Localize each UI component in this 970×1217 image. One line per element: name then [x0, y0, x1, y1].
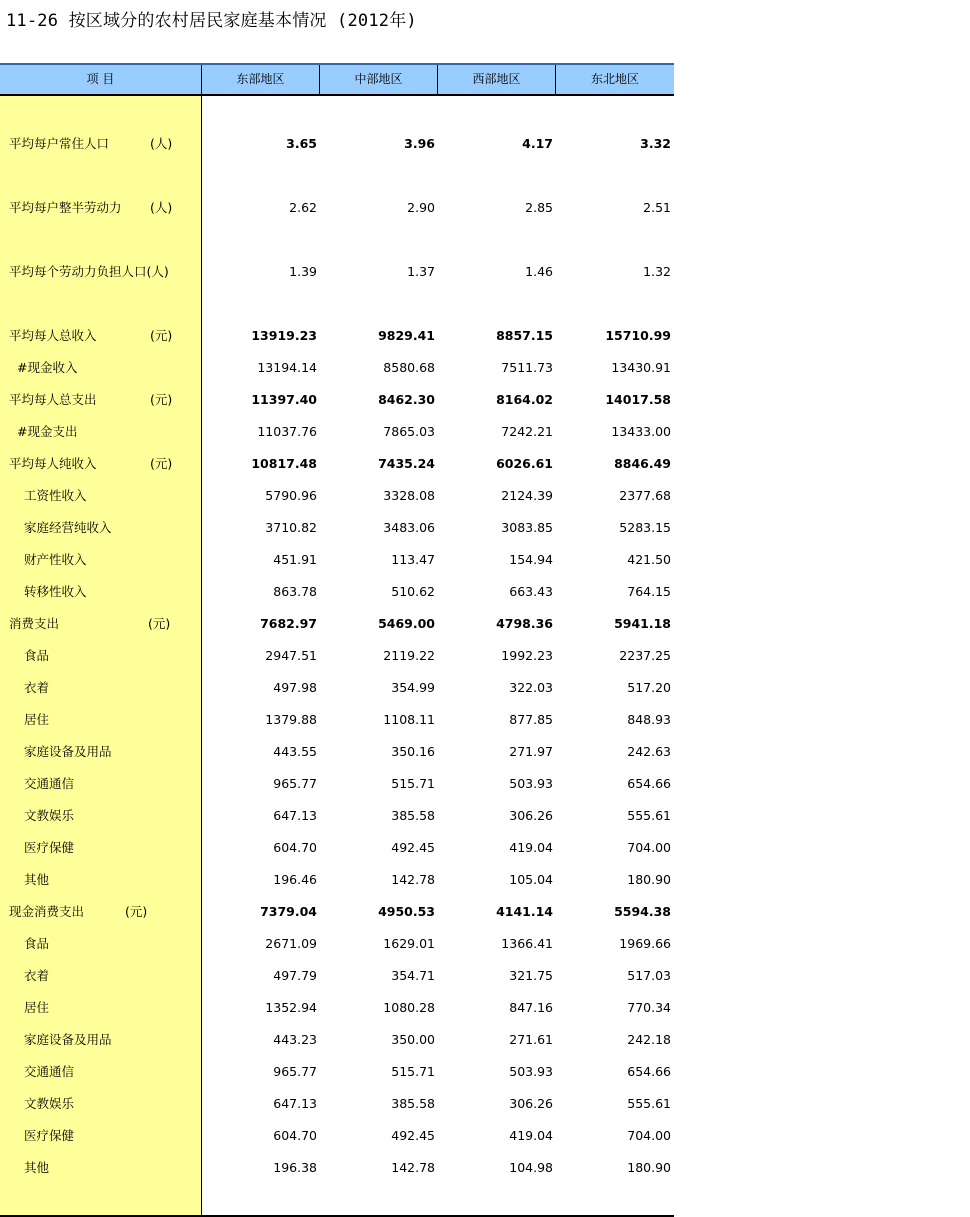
- cell-central: 515.71: [391, 1064, 435, 1079]
- table-row: [0, 454, 674, 474]
- row-label: 工资性收入: [24, 488, 87, 503]
- row-label: 其他: [24, 872, 50, 887]
- cell-central: 4950.53: [378, 904, 435, 919]
- cell-east: 2.62: [289, 200, 317, 215]
- table-row: [0, 934, 674, 954]
- cell-northeast: 242.18: [627, 1032, 671, 1047]
- cell-east: 1379.88: [265, 712, 317, 727]
- row-label: 家庭设备及用品: [24, 744, 112, 759]
- cell-west: 4141.14: [496, 904, 553, 919]
- header-west: 西部地区: [437, 65, 555, 94]
- cell-central: 350.00: [391, 1032, 435, 1047]
- row-unit: (元): [150, 456, 173, 471]
- cell-east: 443.23: [273, 1032, 317, 1047]
- cell-east: 647.13: [273, 1096, 317, 1111]
- cell-west: 2.85: [525, 200, 553, 215]
- cell-west: 1992.23: [501, 648, 553, 663]
- cell-west: 271.61: [509, 1032, 553, 1047]
- cell-east: 7379.04: [260, 904, 317, 919]
- header-item: 项 目: [86, 72, 115, 86]
- table-row: [0, 326, 674, 346]
- cell-central: 2119.22: [383, 648, 435, 663]
- cell-east: 11037.76: [257, 424, 317, 439]
- cell-central: 3328.08: [383, 488, 435, 503]
- table-row: [0, 774, 674, 794]
- cell-northeast: 5941.18: [614, 616, 671, 631]
- cell-northeast: 2377.68: [619, 488, 671, 503]
- cell-east: 647.13: [273, 808, 317, 823]
- cell-west: 322.03: [509, 680, 553, 695]
- cell-east: 10817.48: [251, 456, 317, 471]
- cell-central: 1108.11: [383, 712, 435, 727]
- row-label: 衣着: [24, 968, 50, 983]
- row-unit: (人): [150, 136, 173, 151]
- cell-central: 3483.06: [383, 520, 435, 535]
- table-row: [0, 1062, 674, 1082]
- cell-central: 350.16: [391, 744, 435, 759]
- cell-east: 1.39: [289, 264, 317, 279]
- cell-west: 3083.85: [501, 520, 553, 535]
- row-label: #现金支出: [17, 424, 78, 439]
- row-label: 家庭经营纯收入: [24, 520, 112, 535]
- cell-northeast: 1.32: [643, 264, 671, 279]
- row-label: 交通通信: [24, 1064, 75, 1079]
- table-row: [0, 486, 674, 506]
- cell-northeast: 421.50: [627, 552, 671, 567]
- cell-west: 271.97: [509, 744, 553, 759]
- cell-east: 965.77: [273, 1064, 317, 1079]
- cell-central: 8580.68: [383, 360, 435, 375]
- cell-northeast: 1969.66: [619, 936, 671, 951]
- cell-west: 306.26: [509, 1096, 553, 1111]
- cell-northeast: 15710.99: [605, 328, 671, 343]
- table-row: [0, 518, 674, 538]
- row-label: 平均每户常住人口: [9, 136, 110, 151]
- cell-east: 3710.82: [265, 520, 317, 535]
- cell-west: 503.93: [509, 1064, 553, 1079]
- table-row: [0, 134, 674, 154]
- cell-central: 9829.41: [378, 328, 435, 343]
- row-label: 食品: [24, 936, 50, 951]
- cell-west: 4798.36: [496, 616, 553, 631]
- cell-central: 385.58: [391, 808, 435, 823]
- cell-west: 7242.21: [501, 424, 553, 439]
- cell-central: 385.58: [391, 1096, 435, 1111]
- table-row: [0, 646, 674, 666]
- cell-west: 419.04: [509, 1128, 553, 1143]
- row-unit: (元): [125, 904, 148, 919]
- row-label: 转移性收入: [24, 584, 87, 599]
- cell-central: 3.96: [404, 136, 435, 151]
- row-unit: (元): [150, 392, 173, 407]
- cell-east: 5790.96: [265, 488, 317, 503]
- cell-central: 492.45: [391, 1128, 435, 1143]
- cell-northeast: 764.15: [627, 584, 671, 599]
- cell-central: 492.45: [391, 840, 435, 855]
- row-label: 平均每户整半劳动力: [9, 200, 122, 215]
- cell-west: 7511.73: [501, 360, 553, 375]
- cell-west: 1366.41: [501, 936, 553, 951]
- cell-central: 142.78: [391, 1160, 435, 1175]
- table-row: [0, 710, 674, 730]
- row-label: #现金收入: [17, 360, 78, 375]
- table-row: [0, 742, 674, 762]
- cell-west: 4.17: [522, 136, 553, 151]
- cell-central: 7435.24: [378, 456, 435, 471]
- table-row: [0, 838, 674, 858]
- cell-central: 2.90: [407, 200, 435, 215]
- cell-east: 965.77: [273, 776, 317, 791]
- cell-northeast: 2237.25: [619, 648, 671, 663]
- table-row: [0, 614, 674, 634]
- cell-northeast: 770.34: [627, 1000, 671, 1015]
- cell-west: 503.93: [509, 776, 553, 791]
- row-label: 平均每人总收入: [9, 328, 97, 343]
- cell-northeast: 517.20: [627, 680, 671, 695]
- row-label: 医疗保健: [24, 1128, 75, 1143]
- table-row: [0, 902, 674, 922]
- row-label: 财产性收入: [24, 552, 87, 567]
- cell-northeast: 5594.38: [614, 904, 671, 919]
- cell-east: 443.55: [273, 744, 317, 759]
- cell-northeast: 5283.15: [619, 520, 671, 535]
- cell-east: 13194.14: [257, 360, 317, 375]
- cell-west: 1.46: [525, 264, 553, 279]
- header-northeast: 东北地区: [555, 65, 674, 94]
- table-row: [0, 358, 674, 378]
- row-label: 医疗保健: [24, 840, 75, 855]
- row-label: 文教娱乐: [24, 1096, 75, 1111]
- cell-east: 497.98: [273, 680, 317, 695]
- cell-northeast: 242.63: [627, 744, 671, 759]
- cell-northeast: 704.00: [627, 840, 671, 855]
- cell-west: 104.98: [509, 1160, 553, 1175]
- cell-west: 306.26: [509, 808, 553, 823]
- row-label: 居住: [24, 1000, 50, 1015]
- cell-northeast: 848.93: [627, 712, 671, 727]
- cell-east: 11397.40: [251, 392, 317, 407]
- cell-east: 497.79: [273, 968, 317, 983]
- cell-east: 863.78: [273, 584, 317, 599]
- row-label: 平均每个劳动力负担人口(人): [9, 264, 169, 279]
- table-row: [0, 806, 674, 826]
- cell-central: 142.78: [391, 872, 435, 887]
- cell-northeast: 180.90: [627, 1160, 671, 1175]
- cell-central: 5469.00: [378, 616, 435, 631]
- table-row: [0, 998, 674, 1018]
- table-row: [0, 550, 674, 570]
- header-central: 中部地区: [319, 65, 437, 94]
- table-row: [0, 262, 674, 282]
- table-row: [0, 966, 674, 986]
- cell-central: 8462.30: [378, 392, 435, 407]
- row-label: 平均每人总支出: [9, 392, 97, 407]
- cell-east: 1352.94: [265, 1000, 317, 1015]
- row-label: 衣着: [24, 680, 50, 695]
- table-row: [0, 422, 674, 442]
- table-row: [0, 1094, 674, 1114]
- cell-northeast: 555.61: [627, 1096, 671, 1111]
- cell-west: 847.16: [509, 1000, 553, 1015]
- cell-east: 3.65: [286, 136, 317, 151]
- cell-west: 663.43: [509, 584, 553, 599]
- cell-west: 321.75: [509, 968, 553, 983]
- row-label: 现金消费支出: [9, 904, 85, 919]
- cell-central: 1.37: [407, 264, 435, 279]
- cell-central: 7865.03: [383, 424, 435, 439]
- row-label: 文教娱乐: [24, 808, 75, 823]
- cell-central: 1080.28: [383, 1000, 435, 1015]
- cell-northeast: 2.51: [643, 200, 671, 215]
- cell-west: 6026.61: [496, 456, 553, 471]
- row-label: 食品: [24, 648, 50, 663]
- table-row: [0, 390, 674, 410]
- cell-northeast: 654.66: [627, 1064, 671, 1079]
- cell-northeast: 180.90: [627, 872, 671, 887]
- cell-northeast: 14017.58: [605, 392, 671, 407]
- cell-east: 604.70: [273, 840, 317, 855]
- table-row: [0, 678, 674, 698]
- cell-east: 2671.09: [265, 936, 317, 951]
- cell-northeast: 8846.49: [614, 456, 671, 471]
- header-east: 东部地区: [201, 65, 319, 94]
- row-label: 消费支出: [9, 616, 60, 631]
- table-row: [0, 870, 674, 890]
- cell-northeast: 555.61: [627, 808, 671, 823]
- cell-west: 8164.02: [496, 392, 553, 407]
- cell-east: 7682.97: [260, 616, 317, 631]
- cell-northeast: 704.00: [627, 1128, 671, 1143]
- cell-east: 2947.51: [265, 648, 317, 663]
- row-label: 其他: [24, 1160, 50, 1175]
- cell-central: 354.99: [391, 680, 435, 695]
- cell-northeast: 3.32: [640, 136, 671, 151]
- cell-west: 8857.15: [496, 328, 553, 343]
- cell-west: 2124.39: [501, 488, 553, 503]
- row-label: 家庭设备及用品: [24, 1032, 112, 1047]
- page-title: 11-26 按区域分的农村居民家庭基本情况 (2012年): [6, 11, 417, 31]
- row-label: 交通通信: [24, 776, 75, 791]
- cell-northeast: 13433.00: [611, 424, 671, 439]
- cell-central: 515.71: [391, 776, 435, 791]
- cell-central: 1629.01: [383, 936, 435, 951]
- table-row: [0, 1126, 674, 1146]
- row-label: 居住: [24, 712, 50, 727]
- cell-central: 113.47: [391, 552, 435, 567]
- table-row: [0, 198, 674, 218]
- cell-east: 196.38: [273, 1160, 317, 1175]
- cell-northeast: 654.66: [627, 776, 671, 791]
- cell-east: 604.70: [273, 1128, 317, 1143]
- cell-central: 510.62: [391, 584, 435, 599]
- cell-west: 154.94: [509, 552, 553, 567]
- row-unit: (元): [150, 328, 173, 343]
- table-row: [0, 1030, 674, 1050]
- table-header: [0, 63, 674, 96]
- cell-central: 354.71: [391, 968, 435, 983]
- cell-northeast: 13430.91: [611, 360, 671, 375]
- cell-northeast: 517.03: [627, 968, 671, 983]
- cell-east: 451.91: [273, 552, 317, 567]
- row-label: 平均每人纯收入: [9, 456, 97, 471]
- cell-west: 877.85: [509, 712, 553, 727]
- table-row: [0, 582, 674, 602]
- cell-east: 196.46: [273, 872, 317, 887]
- row-unit: (人): [150, 200, 173, 215]
- table-row: [0, 1158, 674, 1178]
- cell-west: 105.04: [509, 872, 553, 887]
- cell-west: 419.04: [509, 840, 553, 855]
- row-unit: (元): [148, 616, 171, 631]
- cell-east: 13919.23: [251, 328, 317, 343]
